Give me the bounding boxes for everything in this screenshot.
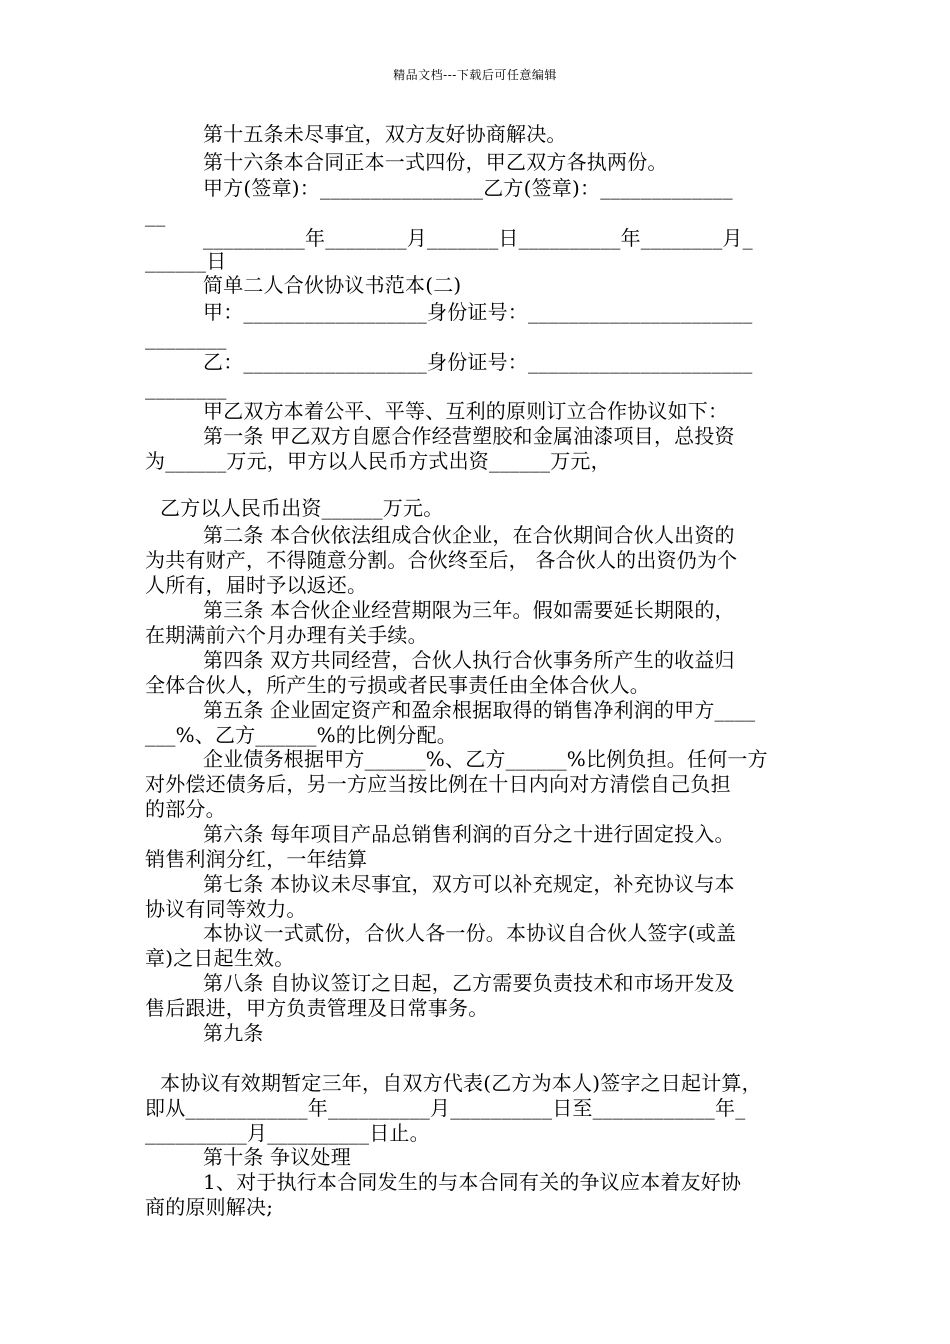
article-6-cont: 销售利润分红，一年结算 [145, 847, 368, 871]
clause-15: 第十五条未尽事宜，双方友好协商解决。 [203, 122, 567, 146]
article-3: 第三条 本合伙企业经营期限为三年。假如需要延长期限的， [203, 598, 735, 622]
article-9-body: 本协议有效期暂定三年，自双方代表(乙方为本人)签字之日起计算， [160, 1071, 762, 1095]
article-5-cont: ___%、乙方______%的比例分配。 [145, 723, 458, 747]
article-9-dates-cont: __________月__________日止。 [145, 1121, 430, 1145]
article-8-cont: 售后跟进，甲方负责管理及日常事务。 [145, 996, 489, 1020]
party-a-line: 甲：__________________身份证号：______________________ [203, 300, 753, 324]
debt-clause: 企业债务根据甲方______%、乙方______%比例负担。任何一方 [203, 747, 768, 771]
article-8: 第八条 自协议签订之日起，乙方需要负责技术和市场开发及 [203, 971, 735, 995]
debt-clause-cont: 对外偿还债务后，另一方应当按比例在十日内向对方清偿自己负担 [145, 772, 731, 796]
party-a-line-cont: ________ [145, 326, 227, 350]
date-line: __________年________月_______日__________年________月_ [203, 226, 753, 250]
article-9: 第九条 [203, 1021, 264, 1045]
page-header: 精品文档---下载后可任意编辑 [393, 68, 557, 82]
article-10-item-1: 1、对于执行本合同发生的与本合同有关的争议应本着友好协 [203, 1170, 742, 1194]
signature-line: 甲方(签章)：________________乙方(签章)：_____________ [203, 176, 733, 200]
copies-clause-cont: 章)之日起生效。 [145, 946, 295, 970]
article-9-dates: 即从____________年__________月__________日至____________年_ [145, 1096, 746, 1120]
section-title: 简单二人合伙协议书范本(二) [203, 273, 462, 297]
article-1-cont: 为______万元，甲方以人民币方式出资______万元， [145, 449, 611, 473]
article-10: 第十条 争议处理 [203, 1145, 351, 1169]
article-2-cont: 为共有财产，不得随意分割。合伙终至后， 各合伙人的出资仍为个 [145, 548, 738, 572]
party-b-line: 乙：__________________身份证号：______________________ [203, 350, 753, 374]
article-4-cont: 全体合伙人，所产生的亏损或者民事责任由全体合伙人。 [145, 673, 650, 697]
article-7: 第七条 本协议未尽事宜，双方可以补充规定，补充协议与本 [203, 872, 735, 896]
article-3-cont: 在期满前六个月办理有关手续。 [145, 623, 428, 647]
party-b-line-cont: ________ [145, 376, 227, 400]
clause-16: 第十六条本合同正本一式四份，甲乙双方各执两份。 [203, 150, 668, 174]
signature-line-cont: __ [145, 203, 166, 227]
article-1-cont-2: 乙方以人民币出资______万元。 [160, 496, 444, 520]
article-1: 第一条 甲乙双方自愿合作经营塑胶和金属油漆项目，总投资 [203, 424, 735, 448]
date-line-cont: ______日 [145, 249, 227, 273]
copies-clause: 本协议一式贰份，合伙人各一份。本协议自合伙人签字(或盖 [203, 921, 737, 945]
article-4: 第四条 双方共同经营，合伙人执行合伙事务所产生的收益归 [203, 648, 735, 672]
article-10-item-1-cont: 商的原则解决; [145, 1195, 274, 1219]
article-2: 第二条 本合伙依法组成合伙企业，在合伙期间合伙人出资的 [203, 523, 735, 547]
article-6: 第六条 每年项目产品总销售利润的百分之十进行固定投入。 [203, 822, 735, 846]
preamble: 甲乙双方本着公平、平等、互利的原则订立合作协议如下： [203, 399, 729, 423]
article-2-cont-2: 人所有，届时予以返还。 [145, 573, 368, 597]
article-7-cont: 协议有同等效力。 [145, 897, 307, 921]
article-5: 第五条 企业固定资产和盈余根据取得的销售净利润的甲方____ [203, 698, 756, 722]
debt-clause-cont-2: 的部分。 [145, 797, 226, 821]
